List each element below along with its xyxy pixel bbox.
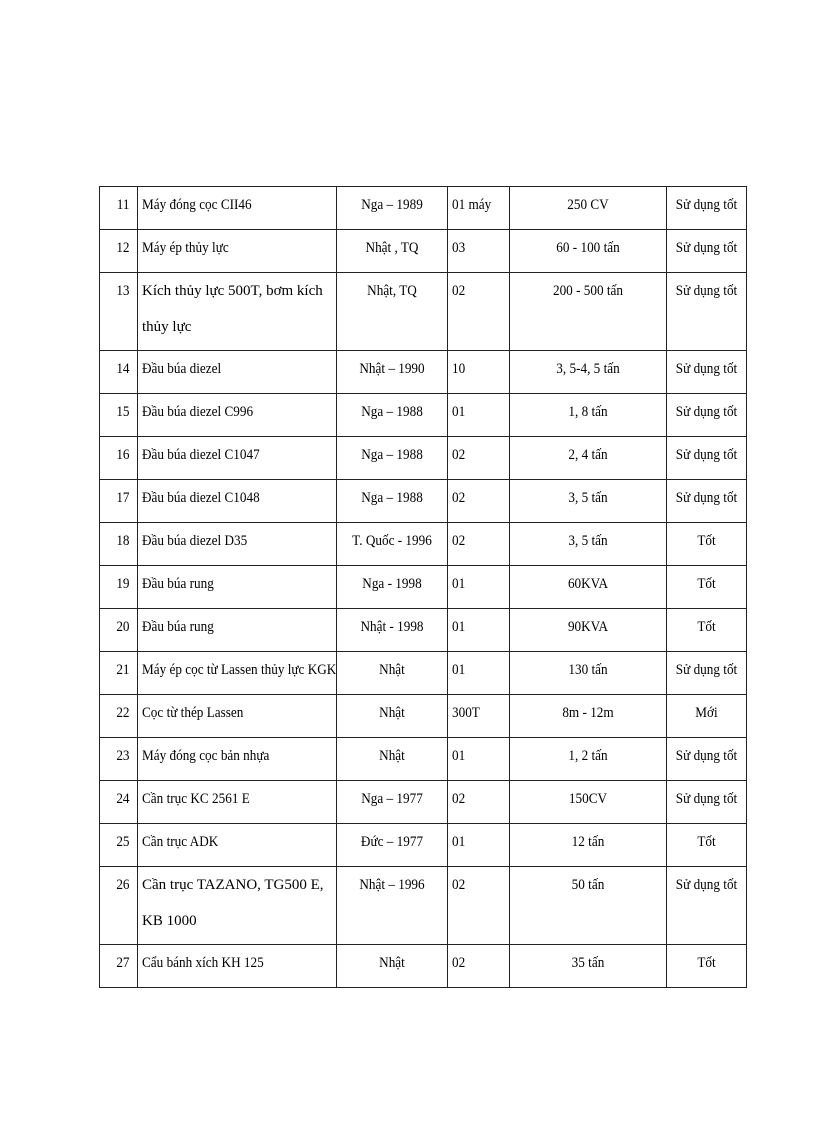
equipment-name-cell [138,824,337,867]
quantity-cell [448,523,510,566]
origin-year-cell [337,480,448,523]
equipment-name-cell [138,523,337,566]
origin-year: Nhật - 1998 [360,619,424,635]
condition-status-cell [667,566,747,609]
origin-year: Nga – 1988 [361,447,423,463]
origin-year-cell [337,273,448,351]
condition-status-cell [667,394,747,437]
origin-year-cell [337,652,448,695]
capacity-cell [510,824,667,867]
quantity-cell [448,695,510,738]
condition-status: Sử dụng tốt [675,662,738,678]
quantity: 01 [452,834,466,850]
capacity-cell [510,394,667,437]
condition-status-cell [667,230,747,273]
capacity: 150CV [568,791,608,807]
equipment-name-cell [138,394,337,437]
condition-status-cell [667,609,747,652]
capacity-cell [510,523,667,566]
quantity: 02 [452,447,466,463]
equipment-name: Đầu búa rung [142,576,214,592]
row-number-cell [100,351,138,394]
condition-status: Tốt [697,533,716,549]
condition-status-cell [667,480,747,523]
origin-year-cell [337,394,448,437]
quantity: 02 [452,283,466,299]
condition-status: Mới [695,705,718,721]
row-number-cell [100,523,138,566]
capacity: 2, 4 tấn [568,447,608,463]
capacity-cell [510,273,667,351]
row-number-cell [100,781,138,824]
capacity-cell [510,738,667,781]
row-number-cell [100,738,138,781]
quantity: 02 [452,533,466,549]
condition-status: Sử dụng tốt [675,361,738,377]
condition-status: Sử dụng tốt [675,447,738,463]
origin-year-cell [337,738,448,781]
row-number: 21 [116,662,130,678]
origin-year-cell [337,945,448,988]
equipment-name: Cần trục TAZANO, TG500 E, KB 1000 [142,877,324,929]
row-number: 26 [116,877,130,893]
quantity: 300T [452,705,480,721]
capacity: 12 tấn [571,834,605,850]
origin-year: Nga – 1989 [361,197,423,213]
row-number: 25 [116,834,130,850]
origin-year: Nga - 1998 [362,576,422,592]
origin-year: Nhật [379,748,405,764]
row-number: 19 [116,576,130,592]
capacity-cell [510,652,667,695]
condition-status-cell [667,824,747,867]
capacity: 35 tấn [571,955,605,971]
quantity-cell [448,273,510,351]
origin-year-cell [337,437,448,480]
row-number-cell [100,945,138,988]
row-number-cell [100,566,138,609]
equipment-name-cell [138,187,337,230]
row-number: 12 [116,240,130,256]
quantity: 01 [452,404,466,420]
table-row [100,480,747,523]
origin-year-cell [337,781,448,824]
origin-year: Nhật [379,705,405,721]
table-row [100,523,747,566]
origin-year-cell [337,230,448,273]
quantity-cell [448,781,510,824]
condition-status-cell [667,351,747,394]
quantity: 01 máy [452,197,492,213]
quantity-cell [448,652,510,695]
capacity-cell [510,230,667,273]
origin-year-cell [337,867,448,945]
capacity: 250 CV [567,197,609,213]
origin-year-cell [337,824,448,867]
table-row [100,609,747,652]
quantity-cell [448,945,510,988]
quantity-cell [448,480,510,523]
quantity: 02 [452,955,466,971]
origin-year: Nhật [379,662,405,678]
quantity-cell [448,609,510,652]
equipment-name: Máy ép cọc từ Lassen thủy lực KGK [142,662,337,678]
condition-status-cell [667,695,747,738]
capacity: 60 - 100 tấn [556,240,620,256]
capacity-cell [510,351,667,394]
row-number-cell [100,437,138,480]
equipment-name-cell [138,230,337,273]
row-number: 22 [116,705,130,721]
quantity: 01 [452,576,466,592]
row-number: 14 [116,361,130,377]
quantity-cell [448,187,510,230]
row-number: 23 [116,748,130,764]
equipment-name: Đầu búa diezel C1047 [142,447,260,463]
capacity: 130 tấn [568,662,608,678]
table-row [100,566,747,609]
row-number-cell [100,824,138,867]
quantity-cell [448,738,510,781]
capacity: 3, 5-4, 5 tấn [556,361,620,377]
origin-year: T. Quốc - 1996 [352,533,432,549]
origin-year: Nhật – 1990 [359,361,425,377]
condition-status-cell [667,187,747,230]
table-row [100,945,747,988]
condition-status: Sử dụng tốt [675,404,738,420]
quantity-cell [448,351,510,394]
capacity: 50 tấn [571,877,605,893]
capacity: 3, 5 tấn [568,533,608,549]
origin-year: Nga – 1977 [361,791,423,807]
quantity: 10 [452,361,466,377]
equipment-name-cell [138,351,337,394]
capacity: 3, 5 tấn [568,490,608,506]
equipment-name: Đầu búa diezel C1048 [142,490,260,506]
row-number-cell [100,273,138,351]
condition-status: Sử dụng tốt [675,877,738,893]
capacity: 1, 8 tấn [568,404,608,420]
capacity: 90KVA [567,619,609,635]
condition-status-cell [667,781,747,824]
row-number: 20 [116,619,130,635]
equipment-name: Đầu búa diezel D35 [142,533,248,549]
capacity-cell [510,187,667,230]
condition-status: Sử dụng tốt [675,240,738,256]
row-number-cell [100,609,138,652]
equipment-name-cell [138,273,337,351]
equipment-name-cell [138,652,337,695]
capacity-cell [510,566,667,609]
origin-year-cell [337,523,448,566]
row-number: 11 [116,197,130,213]
origin-year-cell [337,187,448,230]
condition-status: Sử dụng tốt [675,490,738,506]
capacity-cell [510,437,667,480]
row-number-cell [100,394,138,437]
table-row [100,187,747,230]
quantity: 01 [452,662,466,678]
capacity-cell [510,695,667,738]
origin-year: Nga – 1988 [361,404,423,420]
origin-year: Đức – 1977 [360,834,424,850]
row-number: 17 [116,490,130,506]
row-number: 24 [116,791,130,807]
table-row [100,738,747,781]
equipment-name-cell [138,867,337,945]
table-row [100,695,747,738]
equipment-name-cell [138,566,337,609]
origin-year-cell [337,566,448,609]
origin-year-cell [337,695,448,738]
equipment-name-cell [138,945,337,988]
equipment-name-cell [138,738,337,781]
quantity: 02 [452,490,466,506]
row-number-cell [100,230,138,273]
equipment-table [99,186,747,988]
table-row [100,351,747,394]
row-number: 15 [116,404,130,420]
capacity-cell [510,480,667,523]
row-number-cell [100,187,138,230]
row-number-cell [100,867,138,945]
condition-status: Sử dụng tốt [675,283,738,299]
condition-status-cell [667,437,747,480]
capacity-cell [510,781,667,824]
capacity: 1, 2 tấn [568,748,608,764]
table-row [100,394,747,437]
capacity: 8m - 12m [562,705,614,721]
equipment-name: Đầu búa rung [142,619,214,635]
equipment-name: Máy đóng cọc CII46 [142,197,252,213]
quantity-cell [448,394,510,437]
equipment-name-cell [138,480,337,523]
equipment-table-body [100,187,747,988]
table-row [100,824,747,867]
equipment-name: Máy đóng cọc bản nhựa [142,748,270,764]
equipment-name: Kích thủy lực 500T, bơm kích thủy lực [142,283,323,335]
origin-year-cell [337,609,448,652]
origin-year: Nhật [379,955,405,971]
quantity-cell [448,437,510,480]
table-row [100,867,747,945]
condition-status: Tốt [697,955,716,971]
capacity-cell [510,945,667,988]
condition-status: Sử dụng tốt [675,748,738,764]
condition-status-cell [667,523,747,566]
origin-year: Nhật, TQ [367,283,417,299]
row-number-cell [100,480,138,523]
equipment-name: Máy ép thủy lực [142,240,229,256]
quantity: 01 [452,748,466,764]
condition-status-cell [667,738,747,781]
table-row [100,652,747,695]
table-row [100,230,747,273]
capacity: 60KVA [567,576,609,592]
equipment-name-cell [138,609,337,652]
row-number: 27 [116,955,130,971]
quantity: 02 [452,791,466,807]
row-number: 13 [116,283,130,299]
condition-status: Sử dụng tốt [675,791,738,807]
quantity-cell [448,230,510,273]
equipment-name-cell [138,437,337,480]
condition-status: Tốt [697,576,716,592]
row-number: 18 [116,533,130,549]
condition-status: Sử dụng tốt [675,197,738,213]
equipment-name: Đầu búa diezel [142,361,222,377]
row-number-cell [100,652,138,695]
equipment-name-cell [138,695,337,738]
table-row [100,781,747,824]
quantity: 02 [452,877,466,893]
table-row [100,273,747,351]
condition-status: Tốt [697,834,716,850]
origin-year: Nhật – 1996 [359,877,425,893]
condition-status-cell [667,867,747,945]
quantity-cell [448,566,510,609]
table-row [100,437,747,480]
capacity: 200 - 500 tấn [552,283,624,299]
equipment-name-cell [138,781,337,824]
equipment-name: Cần trục ADK [142,834,219,850]
equipment-name: Đầu búa diezel C996 [142,404,254,420]
capacity-cell [510,609,667,652]
condition-status: Tốt [697,619,716,635]
quantity: 03 [452,240,466,256]
quantity-cell [448,824,510,867]
equipment-name: Cần trục KC 2561 E [142,791,250,807]
origin-year-cell [337,351,448,394]
origin-year: Nga – 1988 [361,490,423,506]
condition-status-cell [667,652,747,695]
condition-status-cell [667,273,747,351]
row-number: 16 [116,447,130,463]
quantity: 01 [452,619,466,635]
condition-status-cell [667,945,747,988]
capacity-cell [510,867,667,945]
row-number-cell [100,695,138,738]
origin-year: Nhật , TQ [365,240,419,256]
quantity-cell [448,867,510,945]
equipment-name: Cọc từ thép Lassen [142,705,244,721]
equipment-name: Cẩu bánh xích KH 125 [142,955,264,971]
